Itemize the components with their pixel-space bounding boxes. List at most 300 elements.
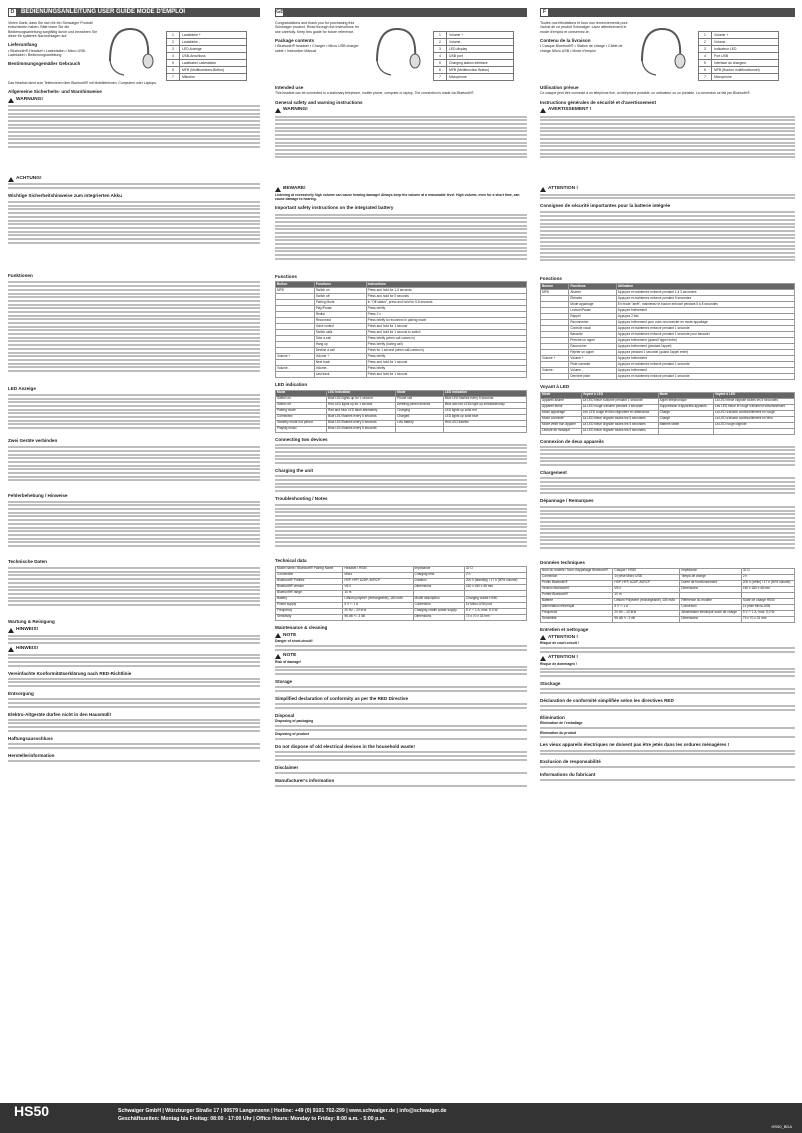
language-badge: F bbox=[540, 8, 549, 17]
disclaimer-text bbox=[8, 743, 260, 749]
conformity-text bbox=[540, 705, 795, 711]
warning-icon bbox=[540, 656, 546, 661]
warning-heading: WARNING! bbox=[275, 108, 527, 113]
table-cell: Switch off bbox=[314, 294, 366, 300]
table-cell: Appuyez brièvement bbox=[616, 368, 794, 374]
table-cell: 20 Hz – 20 kHz bbox=[343, 608, 413, 614]
intro-text: Congratulations and thank you for purchasing this Schwaiger product. Read through the instructions for use carefully. Keep this guide for future reference. bbox=[275, 21, 359, 34]
table-cell: Model name / Bluetooth® Pairing Name bbox=[276, 566, 343, 572]
intro-text: Vielen Dank, dass Sie sich für ein Schwaiger Produkt entschieden haben. Bitte lesen Sie die Bedienungsanleitung sorgfältig durch und bewahren Sie diese für späteres Nachschlagen auf. bbox=[8, 21, 98, 38]
table-cell: Piste suivante bbox=[569, 362, 616, 368]
table-cell: Press for 1 second (when call comes in) bbox=[366, 348, 526, 354]
warning-text bbox=[275, 114, 527, 184]
table-cell: Press 2 x bbox=[366, 312, 526, 318]
table-cell: Dimensions bbox=[680, 616, 742, 622]
section-title: Stockage bbox=[540, 681, 561, 687]
parts-table: 1 Volume + 2 Volume - 3 Indicateur LED 4 Port USB 5 Interface du chargeur 6 MFB (Bouton multifonctionnel) 7 Microphone bbox=[698, 31, 779, 81]
table-cell: Impédance bbox=[680, 568, 742, 574]
table-cell: Blue and red LEDs light up simultaneously bbox=[443, 402, 526, 408]
note-heading: HINWEIS! bbox=[8, 628, 260, 633]
table-cell: Charging bbox=[396, 408, 444, 414]
table-cell: Les LED bleue et rouge s'allument simultanément bbox=[713, 404, 794, 410]
table-cell: Charging time bbox=[413, 572, 464, 578]
section-title: Consignes de sécurité importantes pour la batterie intégrée bbox=[540, 203, 671, 209]
disposal-subtitle: Disposing of packaging bbox=[275, 719, 314, 724]
section-title: Vereinfachte Konformitätserklärung nach RED-Richtlinie bbox=[8, 670, 132, 676]
battery-text bbox=[540, 210, 795, 272]
table-cell: 1x Micro-USB port bbox=[464, 602, 526, 608]
table-cell: HSP, HFP, A2DP, AVRCP bbox=[613, 580, 680, 586]
weee-text bbox=[540, 750, 795, 756]
table-cell: Casque / HS50 bbox=[613, 568, 680, 574]
table-cell: Micro bbox=[343, 572, 413, 578]
table-cell: Appuyez brièvement pour vous reconnecter en mode appairage bbox=[616, 320, 794, 326]
table-cell: 20 Hz – 20 kHz bbox=[613, 610, 680, 616]
table-cell: Volume - bbox=[541, 368, 569, 374]
table-cell: Press briefly bbox=[366, 354, 526, 360]
table-cell: Low battery bbox=[396, 420, 444, 426]
tech-table bbox=[540, 568, 795, 623]
led-table-de bbox=[8, 392, 260, 434]
conformity-text bbox=[8, 678, 260, 687]
section-title: Storage bbox=[275, 679, 293, 685]
table-cell: Connected bbox=[276, 414, 327, 420]
table-cell: LED lights up solid blue bbox=[443, 414, 526, 420]
warning-icon bbox=[275, 633, 281, 638]
table-cell: Switch on bbox=[314, 288, 366, 294]
table-cell: Press and hold for 1 second to switch bbox=[366, 330, 526, 336]
warning-icon bbox=[8, 628, 14, 633]
table-cell: Appuyez et maintenez enfoncé pendant 1 seconde bbox=[616, 362, 794, 368]
section-title: Package contents bbox=[275, 37, 315, 43]
section-title: Technical data bbox=[275, 558, 307, 564]
section-title: Connexion de deux appareils bbox=[540, 438, 604, 444]
section-title: Funktionen bbox=[8, 273, 33, 279]
table-cell: Lithium Polymère (rechargeable), 180 mAh bbox=[613, 598, 680, 604]
section-title: Voyant à LED bbox=[540, 384, 570, 390]
warning-icon bbox=[275, 108, 281, 113]
section-title: Functions bbox=[275, 273, 297, 279]
warning-icon bbox=[275, 187, 281, 192]
trouble-text bbox=[540, 504, 795, 556]
table-cell: Reconnecter bbox=[569, 320, 616, 326]
table-cell: Press briefly bbox=[366, 366, 526, 372]
column-german bbox=[8, 8, 260, 763]
table-cell: Batterie bbox=[541, 598, 613, 604]
section-title: Entsorgung bbox=[8, 691, 34, 697]
table-cell: Rappel bbox=[569, 314, 616, 320]
note-text bbox=[275, 645, 527, 651]
table-cell: Appuyez et maintenez enfoncé pendant 1 seconde bbox=[616, 374, 794, 380]
table-cell: MFB bbox=[541, 290, 569, 296]
section-title: General safety and warning instructions bbox=[275, 99, 363, 105]
section-title: Entretien et nettoyage bbox=[540, 626, 589, 632]
pairing-text-de bbox=[8, 445, 260, 489]
table-cell: Take a call bbox=[314, 336, 366, 342]
disposal-subtitle: Élimination de l'emballage bbox=[540, 721, 583, 726]
note-text bbox=[275, 666, 527, 675]
disposal-text bbox=[540, 727, 795, 729]
function-row bbox=[276, 372, 527, 378]
section-title: Allgemeine Sicherheits- und Warnhinweise bbox=[8, 89, 102, 95]
section-title: Exclusion de responsabilité bbox=[540, 759, 601, 765]
warning-text bbox=[8, 104, 260, 174]
table-cell: 10 m bbox=[343, 590, 413, 596]
table-cell: LED lights up solid red bbox=[443, 408, 526, 414]
package-list: • Casque Bluetooth® • Station de charge • Câble de charge Micro USB • Mode d'emploi bbox=[540, 44, 623, 53]
section-title: Do not dispose of old electrical devices in the household waste! bbox=[275, 744, 415, 750]
disposal-text bbox=[8, 698, 260, 707]
section-title: Troubleshooting / Notes bbox=[275, 496, 328, 502]
conformity-text bbox=[275, 703, 527, 709]
intended-use-text: Ce casque peut être connecté à un téléphone fixe, un téléphone portable, un ordinateur ou un portable. La connexion se fait par Bluetooth®. bbox=[540, 91, 751, 96]
language-badge: D bbox=[8, 8, 17, 17]
table-cell: 5 V ⎓ 1 A bbox=[343, 602, 413, 608]
column-header bbox=[8, 8, 260, 17]
table-cell bbox=[658, 428, 713, 434]
section-title: Chargement bbox=[540, 470, 567, 476]
table-cell: Press briefly (when call comes in) bbox=[366, 336, 526, 342]
functions-table: Bouton Fonctions Utilisation MFB Allumer Appuyez et maintenez enfoncé pendant 1 à 3 secondes Éteindre Appuyez et maintenez enfoncé pendant 5 secondes Mode appairage En mode "arrêt", maintenez le bouton enfoncé pendant 5 à 8 secondes Lecture/Pause Appuyez brièvement Rappel Appuyez 2 fois Reconnecter Appuyez brièvement pour vous reconnecter en mode appairage Contrôle vocal Appuyez et maintenez enfoncé pendant 1 seconde Basculer Appuyez et maintenez enfoncé pendant 1 seconde pour basculer Prendre un appel Appuyez brièvement (quand l'appel entre) Raccrocher Appuyez brièvement (pendant l'appel) Rejeter un appel Appuyez pendant 1 seconde (quand l'appel entre) Volume + Volume + Appuyez brièvement Piste suivante Appuyez et maintenez enfoncé pendant 1 seconde Volume - Volume - Appuyez brièvement Dernière piste Appuyez et maintenez enfoncé pendant 1 seconde bbox=[540, 283, 795, 380]
table-cell bbox=[541, 374, 569, 380]
table-cell: Suppression d'appareils appariés bbox=[658, 404, 713, 410]
table-cell: Pairing mode bbox=[276, 408, 327, 414]
note-subtitle: Risk of damage! bbox=[275, 659, 302, 664]
note-heading: NOTE bbox=[275, 654, 527, 659]
table-cell: Sensibilité bbox=[541, 616, 613, 622]
section-title: Elektro-Altgeräte dürfen nicht in den Hausmüll! bbox=[8, 711, 112, 717]
note-text bbox=[8, 635, 260, 644]
section-title: LED indication bbox=[275, 382, 308, 388]
table-cell: V5.0 bbox=[343, 584, 413, 590]
table-cell: Headset / HS50 bbox=[343, 566, 413, 572]
note-heading: ATTENTION ! bbox=[540, 656, 795, 661]
table-cell: Appuyez et maintenez enfoncé pendant 5 secondes bbox=[616, 296, 794, 302]
warning-icon bbox=[8, 177, 14, 182]
disclaimer-text bbox=[540, 766, 795, 768]
table-cell: La LED rouge s'allume pendant 1 seconde bbox=[581, 404, 658, 410]
table-cell: Nom du modèle / Nom d'appairage Bluetooth® bbox=[541, 568, 613, 574]
note-subtitle: Risque de court-circuit ! bbox=[540, 641, 579, 646]
trouble-text-de bbox=[8, 499, 260, 555]
table-cell: Dimensions bbox=[413, 614, 464, 620]
section-title: Disclaimer bbox=[275, 764, 299, 770]
table-cell: Red LED flashes bbox=[443, 420, 526, 426]
table-cell: Alimentation électrique bbox=[541, 604, 613, 610]
table-cell: Hang up bbox=[314, 342, 366, 348]
table-cell: 98 dB +/- 3 dB bbox=[613, 616, 680, 622]
table-cell: La LED bleue s'allume pendant 1 seconde bbox=[581, 398, 658, 404]
table-cell: Impedance bbox=[413, 566, 464, 572]
section-title: Simplified declaration of conformity as per the RED Directive bbox=[275, 695, 408, 701]
table-cell: Red and blue LED flash alternately bbox=[327, 408, 396, 414]
note-subtitle: Risque de dommages ! bbox=[540, 661, 578, 666]
table-cell: Lecture/Pause bbox=[569, 308, 616, 314]
intro-text: Toutes nos félicitations et tous nos remerciements pour l'achat de ce produit Schwaiger. Lisez attentivement le mode d'emploi et conservez-le. bbox=[540, 21, 628, 34]
section-title: Haftungsausschluss bbox=[8, 735, 53, 741]
table-cell: Temps de charge bbox=[680, 574, 742, 580]
disposal-text bbox=[275, 725, 527, 731]
section-title: Manufacturer's information bbox=[275, 777, 335, 783]
warning-icon bbox=[8, 98, 14, 103]
table-cell: Redial bbox=[314, 312, 366, 318]
functions-table-de bbox=[8, 280, 260, 382]
table-cell: Alimentation électrique socle de charge bbox=[680, 610, 742, 616]
table-cell: Mode appairage bbox=[569, 302, 616, 308]
section-title: Instructions générales de sécurité et d'avertissement bbox=[540, 99, 656, 105]
table-cell: La LED bleue clignote toutes les 5 secondes bbox=[581, 416, 658, 422]
intended-use-text: This headset can be connected to a stationary telephone, mobile phone, computer or laptop. The connection is made via Bluetooth®. bbox=[275, 91, 475, 96]
table-cell: Battery bbox=[276, 596, 343, 602]
caution-text: Listening at excessively high volume can cause hearing damage! Always keep the volume at a reasonable level. High volume, even for a short time, can cause damage to hearing. bbox=[275, 193, 520, 202]
table-cell: Chargé bbox=[658, 416, 713, 422]
table-cell: Volume - bbox=[276, 366, 315, 372]
table-cell: Switch calls bbox=[314, 330, 366, 336]
table-cell: Reconnect bbox=[314, 318, 366, 324]
disposal-subtitle: Disposing of product bbox=[275, 732, 310, 737]
weee-text bbox=[275, 751, 527, 760]
manufacturer-text bbox=[275, 785, 527, 787]
table-cell: Appareil éteint bbox=[541, 404, 582, 410]
table-cell: Switch on bbox=[276, 396, 327, 402]
tech-row bbox=[276, 614, 527, 620]
section-title: Disposal bbox=[275, 712, 295, 718]
table-cell: Fréquence bbox=[541, 610, 613, 616]
parts-table: 1 Volume + 2 Volume - 3 LED display 4 USB port 5 Charging station interface 6 MFB (Multifunction Button) 7 Microphone bbox=[433, 31, 514, 81]
section-title: Les vieux appareils électriques ne doivent pas être jetés dans les ordures ménagères ! bbox=[540, 742, 730, 748]
table-cell: 10 m bbox=[613, 592, 680, 598]
table-cell: Press briefly bbox=[366, 306, 526, 312]
storage-text bbox=[540, 688, 795, 694]
table-cell: 5 V ⎓ 1 A, max. 5,0 W bbox=[741, 610, 794, 616]
table-cell: Mode appairage bbox=[541, 410, 582, 416]
table-cell: Charging cradle HS50 bbox=[464, 596, 526, 602]
table-cell: Contrôle vocal bbox=[569, 326, 616, 332]
weee-text bbox=[8, 719, 260, 732]
table-cell: MFB bbox=[276, 288, 315, 294]
table-cell: Version Bluetooth® bbox=[541, 586, 613, 592]
table-cell: Volume - bbox=[314, 366, 366, 372]
section-title: Données techniques bbox=[540, 560, 585, 566]
section-title: Charging the unit bbox=[275, 468, 314, 474]
warning-text bbox=[540, 114, 795, 184]
table-cell: Play/Pause bbox=[314, 306, 366, 312]
section-title: Wartung & Reinigung bbox=[8, 619, 55, 625]
document-code: HS50_BDA bbox=[771, 1124, 792, 1129]
section-title: Maintenance & cleaning bbox=[275, 624, 328, 630]
package-list: • Bluetooth® headset • Charger • Micro USB charger cable • Instruction Manual bbox=[275, 44, 359, 53]
section-title: Contenu de la livraison bbox=[540, 37, 591, 43]
note-text bbox=[540, 668, 795, 677]
caution-text bbox=[540, 194, 795, 200]
table-cell: Raccrocher bbox=[569, 344, 616, 350]
table-cell: Bluetooth® Profiles bbox=[276, 578, 343, 584]
table-cell: Blue LED flashes every 5 seconds bbox=[327, 414, 396, 420]
function-row bbox=[541, 374, 795, 380]
parts-table: 1 Lautstärke + 2 Lautstärke - 3 LED Anzeige 4 USB-Anschluss 5 Ladekabel Ladestation 6 MFB (Multifunktions-Button) 7 Mikrofon bbox=[166, 31, 247, 81]
manufacturer-text bbox=[8, 760, 260, 762]
led-row bbox=[541, 428, 795, 434]
battery-text bbox=[275, 212, 527, 270]
connecting-text bbox=[540, 446, 795, 466]
section-title: Wichtige Sicherheitshinweise zum integrierten Akku bbox=[8, 192, 122, 198]
column-header bbox=[540, 8, 795, 17]
section-title: Déclaration de conformité simplifiée selon les directives RED bbox=[540, 697, 674, 703]
table-cell: Allumer bbox=[569, 290, 616, 296]
table-cell: Voice control bbox=[314, 324, 366, 330]
note-heading: HINWEIS! bbox=[8, 647, 260, 652]
table-cell: Press and hold for 1 second bbox=[366, 324, 526, 330]
table-cell: Switch off bbox=[276, 402, 327, 408]
table-cell: Profils Bluetooth® bbox=[541, 580, 613, 586]
table-cell: V5.0 bbox=[613, 586, 680, 592]
table-cell: Rejeter un appel bbox=[569, 350, 616, 356]
table-cell: Last track bbox=[314, 372, 366, 378]
table-cell: Blue LED flashes every 5 seconds bbox=[443, 396, 526, 402]
table-cell: Decline a call bbox=[314, 348, 366, 354]
table-cell: La LED bleue clignote toutes les 5 secondes bbox=[713, 398, 794, 404]
table-cell: Press and hold for 1 second bbox=[366, 372, 526, 378]
table-cell: Charged bbox=[396, 414, 444, 420]
table-cell: La LED bleue clignote toutes les 5 secondes bbox=[581, 428, 658, 434]
section-title: Intended use bbox=[275, 85, 304, 90]
table-cell: Appel téléphonique bbox=[658, 398, 713, 404]
section-title: Utilisation prévue bbox=[540, 85, 579, 90]
section-title: Zwei Geräte verbinden bbox=[8, 438, 58, 444]
table-cell: Dernière piste bbox=[569, 374, 616, 380]
table-cell: Press and hold for 1-3 seconds bbox=[366, 288, 526, 294]
tech-table bbox=[275, 566, 527, 621]
table-cell bbox=[713, 428, 794, 434]
table-cell: Volume + bbox=[314, 354, 366, 360]
intended-use-text: Das Headset dient zum Telefonieren über Bluetooth® mit Mobiltelefonen, Computern oder Laptops. bbox=[8, 81, 157, 85]
table-cell bbox=[396, 426, 444, 432]
package-list: • Bluetooth®-Headset • Ladestation • Micro USB-Ladekabel • Bedienungsanleitung bbox=[8, 48, 87, 57]
caution-text bbox=[8, 183, 260, 189]
table-cell: Power supply bbox=[276, 602, 343, 608]
charging-text bbox=[540, 477, 795, 494]
table-cell: Frequency bbox=[276, 608, 343, 614]
table-cell: Duration bbox=[413, 578, 464, 584]
table-cell: Model description bbox=[413, 596, 464, 602]
table-cell: Press and hold for 5 seconds bbox=[366, 294, 526, 300]
language-badge: GB bbox=[276, 9, 285, 15]
caution-heading: BEWARE! bbox=[275, 187, 527, 192]
disposal-text bbox=[275, 738, 527, 740]
document-title: BEDIENUNGSANLEITUNG USER GUIDE MODE D'EMPLOI bbox=[21, 9, 186, 15]
led-table: Mode LED indication Mode LED indication Switch on Blue LED lights up for 1 second Phone call Blue LED flashes every 5 seconds Switch off Red LED lights up for 1 second Deleting paired devices Blue and red LEDs light up simultaneously Pairing mode Red and blue LED flash alternately Charging LED lights up solid red Connected Blue LED flashes every 5 seconds Charged LED lights up solid blue Standby mode not paired Blue LED flashes every 5 seconds Low battery Red LED flashes Playing music Blue LED flashes every 5 seconds bbox=[275, 390, 527, 433]
table-cell: La LED s'allume continuellement en bleu bbox=[713, 416, 794, 422]
warning-icon bbox=[8, 647, 14, 652]
disposal-subtitle: Élimination du produit bbox=[540, 730, 576, 735]
table-cell: En mode "arrêt", maintenez le bouton enfoncé pendant 5 à 8 secondes bbox=[616, 302, 794, 308]
tech-table-de bbox=[8, 565, 260, 615]
charging-text bbox=[275, 475, 527, 492]
warning-icon bbox=[540, 635, 546, 640]
office-hours: Geschäftszeiten: Montag bis Freitag: 08:00 - 17:00 Uhr | Office Hours: Monday to Friday: 8:00 a.m. - 5:00 p.m. bbox=[118, 1116, 386, 1122]
company-address: Schwaiger GmbH | Würzburger Straße 17 | 90579 Langenzenn | Hotline: +49 (0) 9101 702-299 | www.schwaiger.de | info@schwaiger.de bbox=[118, 1108, 447, 1114]
section-title: Informations du fabricant bbox=[540, 772, 596, 778]
warning-heading: AVERTISSEMENT ! bbox=[540, 108, 795, 113]
section-title: Bestimmungsgemäßer Gebrauch bbox=[8, 61, 81, 67]
column-english bbox=[275, 8, 527, 789]
table-cell: HSP, HFP, A2DP, AVRCP bbox=[343, 578, 413, 584]
table-cell: 150 x 180 x 48 mm bbox=[464, 584, 526, 590]
table-cell bbox=[443, 426, 526, 432]
table-cell bbox=[276, 372, 315, 378]
table-cell: Référence du modèle bbox=[680, 598, 742, 604]
battery-text bbox=[8, 199, 260, 269]
caution-heading: ATTENTION ! bbox=[540, 187, 795, 192]
table-cell: La LED bleue clignote toutes les 5 secondes bbox=[581, 422, 658, 428]
footer-bar bbox=[0, 1103, 802, 1133]
disclaimer-text bbox=[275, 772, 527, 774]
table-cell: 98 dB +/- 3 dB bbox=[343, 614, 413, 620]
table-cell: Portée Bluetooth® bbox=[541, 592, 613, 598]
table-cell: Lithium polymer (rechargeable), 180 mAh bbox=[343, 596, 413, 602]
note-heading: ATTENTION ! bbox=[540, 635, 795, 640]
warning-icon bbox=[275, 654, 281, 659]
table-cell: Blue LED lights up for 1 second bbox=[327, 396, 396, 402]
table-cell: La LED s'allume continuellement en rouge bbox=[713, 410, 794, 416]
section-title: LED Anzeige bbox=[8, 385, 36, 391]
table-cell: Standby mode not paired bbox=[276, 420, 327, 426]
table-cell: Volume - bbox=[569, 368, 616, 374]
table-cell: Appuyez pendant 1 seconde (quand l'appel entre) bbox=[616, 350, 794, 356]
section-title: Connecting two devices bbox=[275, 436, 328, 442]
table-cell: Press and hold for 1 second bbox=[366, 360, 526, 366]
table-cell: La LED rouge clignote bbox=[713, 422, 794, 428]
table-cell: Connexion bbox=[541, 574, 613, 580]
table-cell: 73 x 70 x 33 mm bbox=[741, 616, 794, 622]
table-cell: Batterie faible bbox=[658, 422, 713, 428]
table-cell: Appuyez et maintenez enfoncé pendant 1 à 3 secondes bbox=[616, 290, 794, 296]
column-header bbox=[275, 8, 527, 17]
warning-icon bbox=[540, 187, 546, 192]
section-title: Élimination bbox=[540, 714, 565, 720]
section-title: Technische Daten bbox=[8, 559, 47, 565]
table-cell: Les LED rouge et bleu clignotent en alternance bbox=[581, 410, 658, 416]
column-french bbox=[540, 8, 795, 783]
table-cell: Phone call bbox=[396, 396, 444, 402]
led-table: Mode Voyant à LED Mode Voyant à LED Appareil allumé La LED bleue s'allume pendant 1 seconde Appel téléphonique La LED bleue clignote toutes les 5 secondes Appareil éteint La LED rouge s'allume pendant 1 seconde Suppression d'appareils appariés Les LED bleue et rouge s'allument simultanément Mode appairage Les LED rouge et bleu clignotent en alternance Charge La LED s'allume continuellement en rouge Mode connecté La LED bleue clignote toutes les 5 secondes Chargé La LED s'allume continuellement en bleu Mode veille non apparié La LED bleue clignote toutes les 5 secondes Batterie faible La LED rouge clignote Lecture de musique La LED bleue clignote toutes les 5 secondes bbox=[540, 392, 795, 435]
table-cell: Appuyez 2 fois bbox=[616, 314, 794, 320]
headset-icon bbox=[630, 21, 690, 81]
model-name: HS50 bbox=[14, 1103, 50, 1119]
table-cell: Red LED lights up for 1 second bbox=[327, 402, 396, 408]
table-cell: 1x prise Micro USB bbox=[613, 574, 680, 580]
note-text bbox=[8, 654, 260, 667]
table-cell: Deleting paired devices bbox=[396, 402, 444, 408]
table-cell: Bluetooth® version bbox=[276, 584, 343, 590]
manufacturer-text bbox=[540, 779, 795, 781]
table-cell: 150 x 180 x 48 mm bbox=[741, 586, 794, 592]
table-cell: 32 Ω bbox=[741, 568, 794, 574]
table-cell: Appareil allumé bbox=[541, 398, 582, 404]
section-title: Fonctions bbox=[540, 275, 562, 281]
table-cell: Dimensions bbox=[413, 584, 464, 590]
trouble-text bbox=[275, 502, 527, 554]
tech-row bbox=[541, 616, 795, 622]
table-cell: Mode veille non apparié bbox=[541, 422, 582, 428]
table-cell: Mode connecté bbox=[541, 416, 582, 422]
table-cell: Volume + bbox=[276, 354, 315, 360]
table-cell: Charge bbox=[658, 410, 713, 416]
table-cell: Volume + bbox=[541, 356, 569, 362]
caution-heading: ACHTUNG! bbox=[8, 177, 260, 182]
note-heading: NOTE bbox=[275, 633, 527, 638]
note-text bbox=[540, 647, 795, 653]
